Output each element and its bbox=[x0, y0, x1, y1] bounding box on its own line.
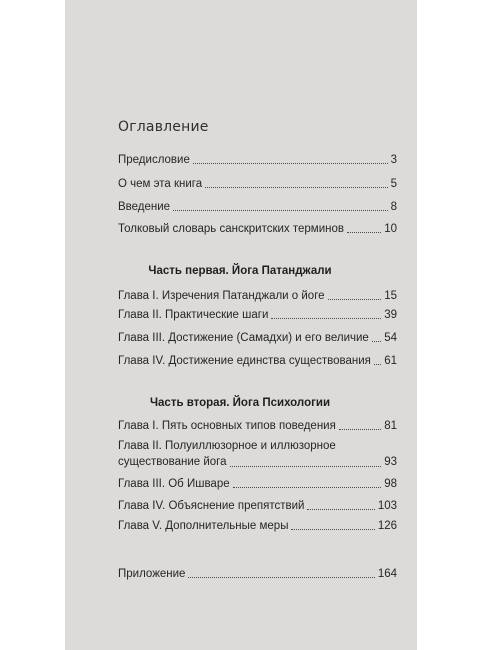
toc-entry-page: 81 bbox=[384, 420, 397, 432]
toc-entry-part2-ch2[interactable] bbox=[118, 438, 397, 470]
toc-entry-title: Глава III. Об Ишваре bbox=[118, 478, 230, 490]
toc-entry-title: Предисловие bbox=[118, 154, 190, 166]
toc-entry-page: 93 bbox=[384, 456, 397, 468]
toc-entry-part1-ch1[interactable] bbox=[118, 289, 397, 303]
toc-entry-title: Глава I. Пять основных типов поведения bbox=[118, 420, 336, 432]
toc-entry-part2-ch1[interactable] bbox=[118, 419, 397, 433]
toc-entry-page: 54 bbox=[384, 332, 397, 344]
toc-entry-title: Глава I. Изречения Патанджали о йоге bbox=[118, 290, 325, 302]
toc-entry-title: Глава IV. Объяснение препятствий bbox=[118, 500, 305, 512]
toc-entry-part2-ch5[interactable] bbox=[118, 519, 397, 533]
toc-entry-title: Приложение bbox=[118, 568, 186, 580]
toc-entry-part1-ch4[interactable] bbox=[118, 354, 397, 368]
toc-entry-page: 103 bbox=[377, 500, 397, 512]
leader-dots bbox=[374, 354, 381, 365]
toc-entry-part1-ch3[interactable] bbox=[118, 331, 397, 345]
toc-entry-title: Глава V. Дополнительные меры bbox=[118, 520, 289, 532]
toc-entry-title: Введение bbox=[118, 201, 171, 213]
leader-dots bbox=[205, 177, 387, 188]
leader-dots bbox=[339, 419, 381, 430]
part1-title: Часть первая. Йога Патанджали bbox=[148, 265, 332, 277]
toc-entry-page: 5 bbox=[390, 178, 397, 190]
toc-entry-page: 98 bbox=[384, 478, 397, 490]
leader-dots bbox=[271, 308, 381, 319]
leader-dots bbox=[307, 499, 374, 510]
toc-entry-part1-ch2[interactable] bbox=[118, 308, 397, 322]
toc-entry-page: 10 bbox=[384, 223, 397, 235]
toc-entry-page: 39 bbox=[384, 309, 397, 321]
toc-entry-part2-ch3[interactable] bbox=[118, 477, 397, 491]
toc-entry-introduction[interactable] bbox=[118, 200, 397, 214]
toc-entry-title-line2: существование йога bbox=[118, 456, 227, 468]
toc-entry-page: 164 bbox=[377, 568, 397, 580]
leader-dots bbox=[173, 200, 388, 211]
toc-entry-about[interactable] bbox=[118, 177, 397, 191]
part2-title: Часть вторая. Йога Психологии bbox=[149, 397, 331, 409]
toc-entry-page: 15 bbox=[384, 290, 397, 302]
toc-entry-page: 8 bbox=[390, 201, 397, 213]
leader-dots bbox=[193, 153, 388, 164]
leader-dots bbox=[233, 477, 382, 488]
leader-dots bbox=[328, 289, 382, 300]
book-page bbox=[65, 0, 417, 650]
toc-entry-page: 126 bbox=[377, 520, 397, 532]
toc-entry-glossary[interactable] bbox=[118, 222, 397, 236]
toc-entry-page: 61 bbox=[384, 355, 397, 367]
leader-dots bbox=[291, 519, 374, 530]
toc-entry-preface[interactable] bbox=[118, 153, 397, 167]
leader-dots bbox=[372, 331, 381, 342]
toc-entry-title: Глава III. Достижение (Самадхи) и его величие bbox=[118, 332, 369, 344]
toc-heading: Оглавление bbox=[118, 119, 209, 135]
toc-entry-page: 3 bbox=[390, 154, 397, 166]
toc-entry-title: О чем эта книга bbox=[118, 178, 203, 190]
toc-entry-title: Толковый словарь санскритских терминов bbox=[118, 223, 344, 235]
toc-entry-title: Глава II. Практические шаги bbox=[118, 309, 269, 321]
leader-dots bbox=[347, 222, 381, 233]
toc-entry-title: Глава IV. Достижение единства существования bbox=[118, 355, 371, 367]
toc-entry-appendix[interactable] bbox=[118, 567, 397, 581]
leader-dots bbox=[230, 456, 382, 467]
toc-entry-title-line1: Глава II. Полуиллюзорное и иллюзорное bbox=[118, 440, 336, 452]
toc-entry-part2-ch4[interactable] bbox=[118, 499, 397, 513]
leader-dots bbox=[188, 567, 374, 578]
